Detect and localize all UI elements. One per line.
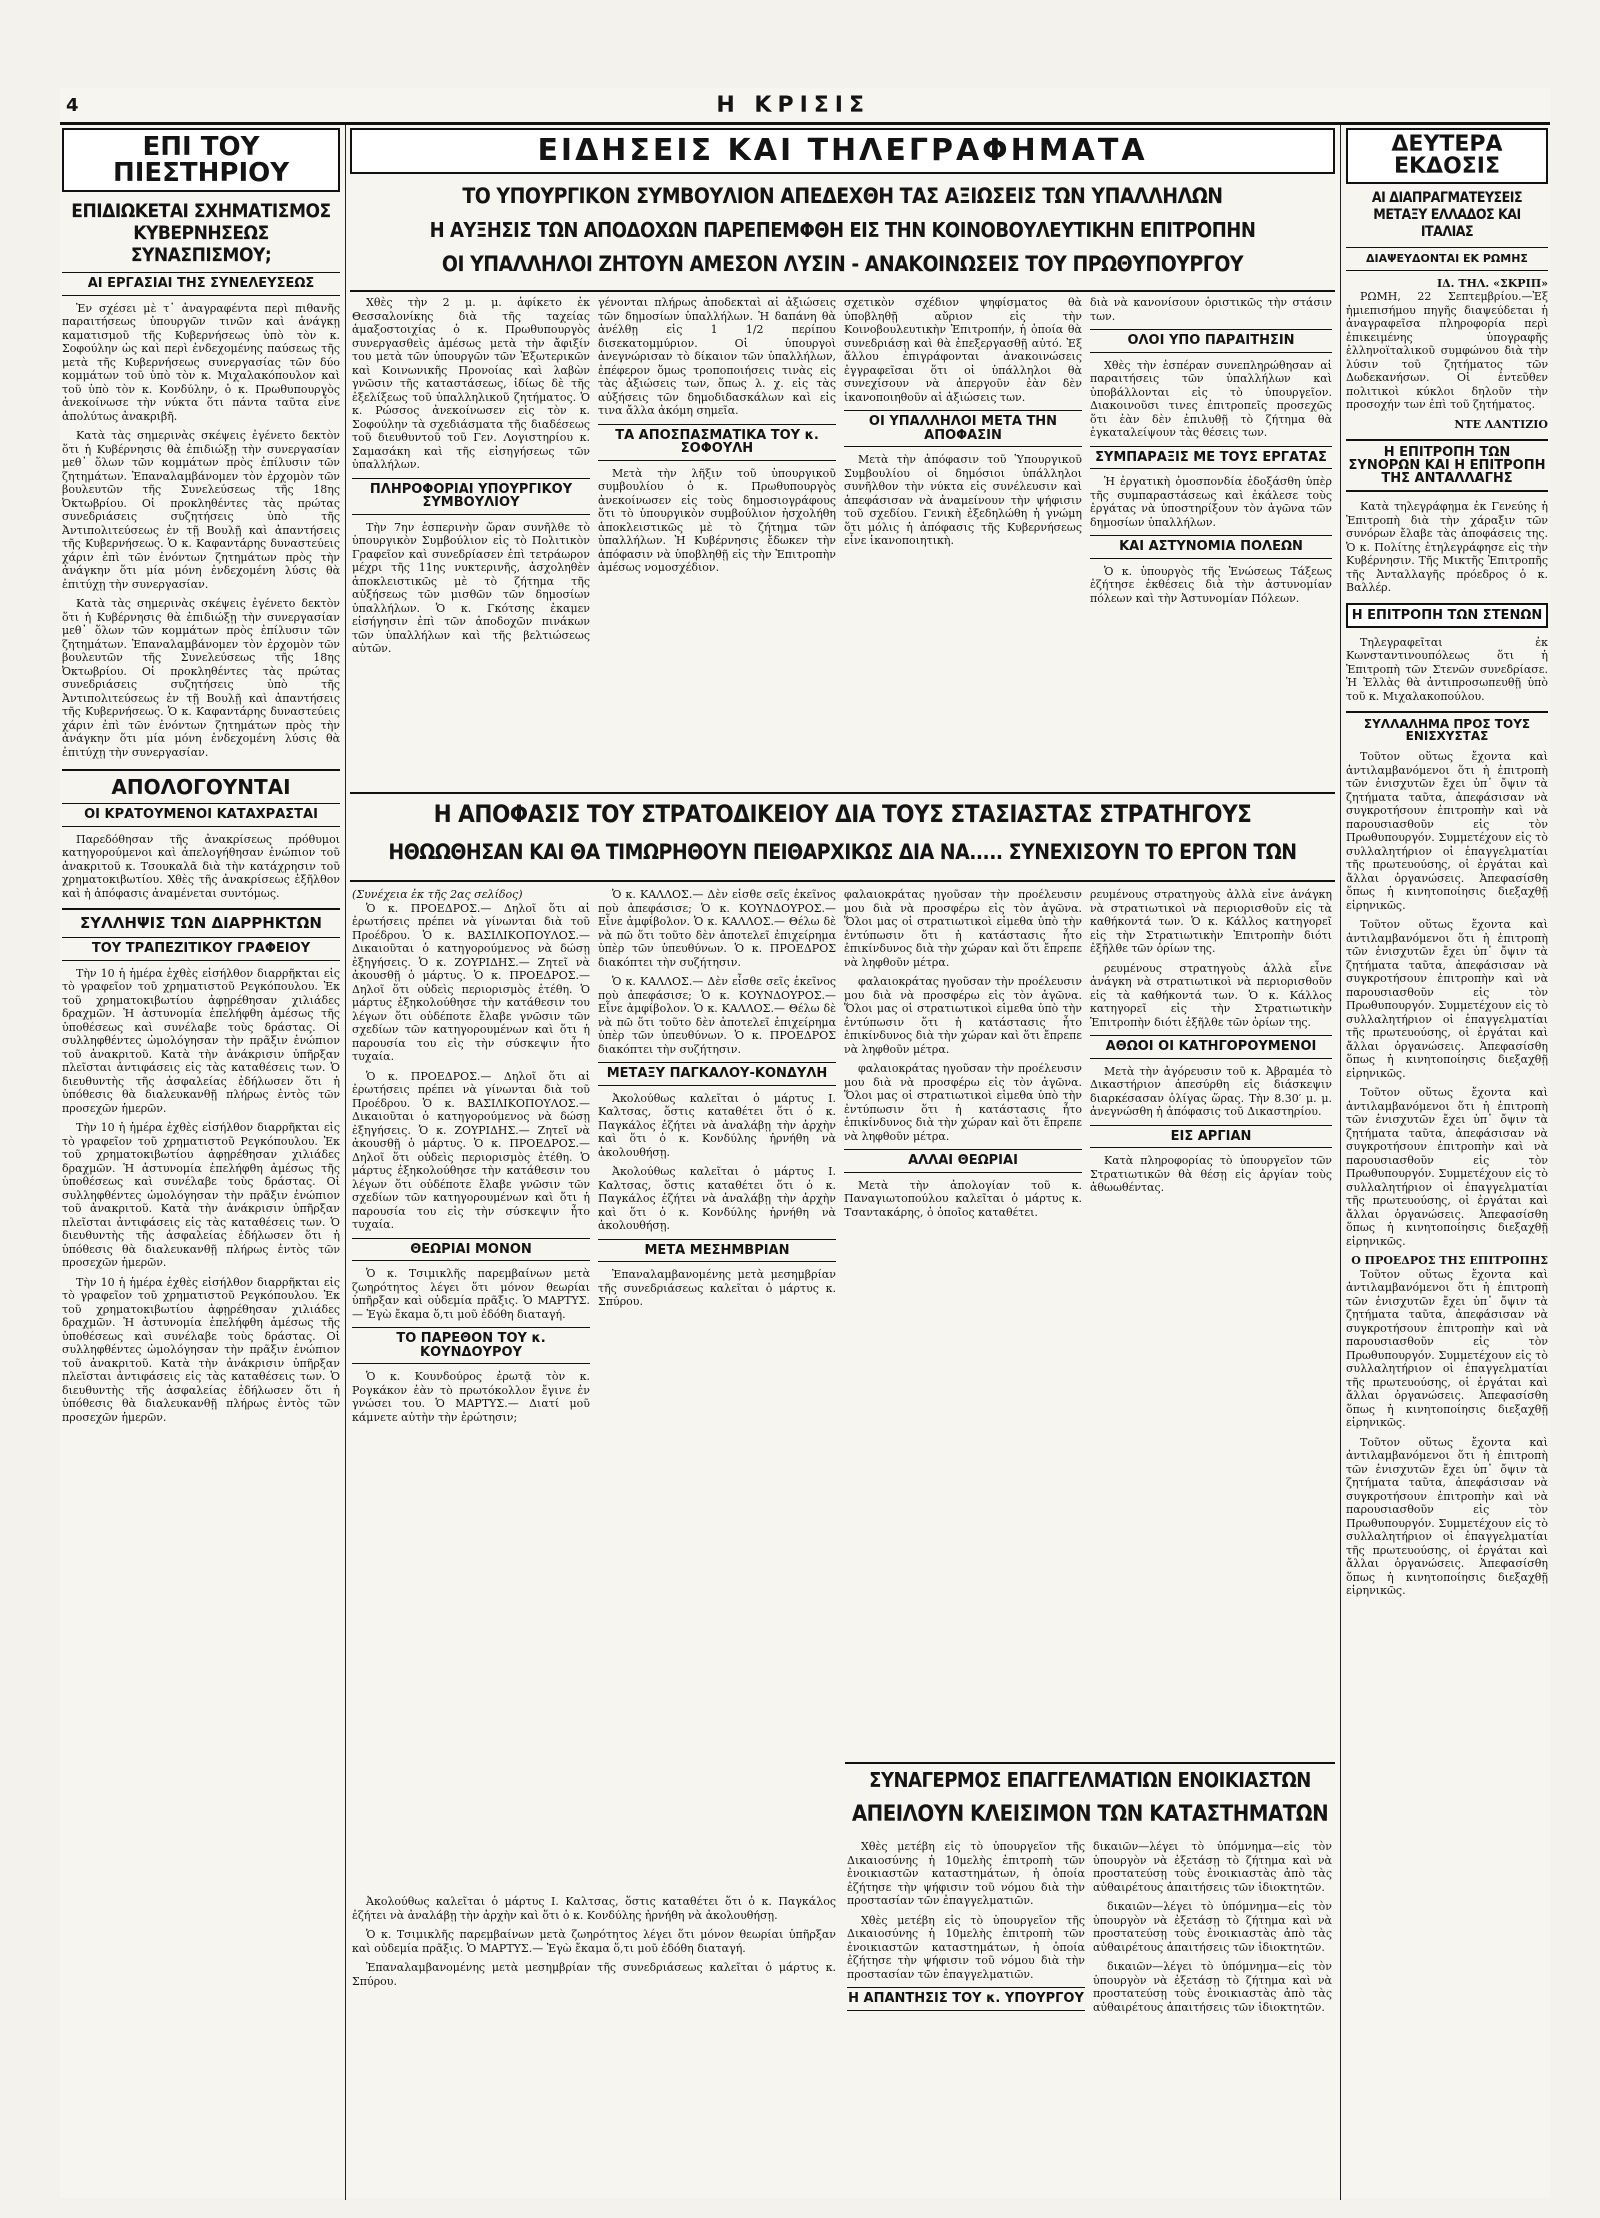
- right-title: ΑΙ ΔΙΑΠΡΑΓΜΑΤΕΥΣΕΙΣ ΜΕΤΑΞΥ ΕΛΛΑΔΟΣ ΚΑΙ ΙΤΑΛΙΑΣ: [1371, 190, 1523, 240]
- page-number: 4: [66, 94, 79, 116]
- column-divider: [345, 125, 346, 2200]
- left-title: ΕΠΙΔΙΩΚΕΤΑΙ ΣΧΗΜΑΤΙΣΜΟΣ ΚΥΒΕΡΝΗΣΕΩΣ ΣΥΝΑΣΠΙΣΜΟΥ;: [71, 200, 331, 266]
- trial-tail-body: Ἀκολούθως καλεῖται ὁ μάρτυς Ι. Καλτσας, ὅστις καταθέτει ὅτι ὁ κ. Παγκάλος ἐζήτει νὰ ἀναλάβῃ τὴν ἀρχὴν καὶ ὅτι ὁ κ. Κονδύλης ἠρνήθη νὰ ἀκολουθήσῃ.: [352, 1895, 836, 1922]
- trial-headline-2: ΗΘΩΩΘΗΣΑΝ ΚΑΙ ΘΑ ΤΙΜΩΡΗΘΟΥΝ ΠΕΙΘΑΡΧΙΚΩΣ ΔΙΑ ΝΑ..... ΣΥΝΕΧΙΣΟΥΝ ΤΟ ΕΡΓΟΝ ΤΩΝ: [388, 840, 1297, 864]
- trial-col-1-body-b: Ὁ κ. ΠΡΟΕΔΡΟΣ.— Δηλοῖ ὅτι αἱ ἐρωτήσεις πρέπει νὰ γίνωνται διὰ τοῦ Προέδρου. Ὁ κ. ΒΑΣΙΛΙΚΟΠΟΥΛΟΣ.— Δικαιοῦται ὁ κατηγορούμενος νὰ δώσῃ ἐξηγήσεις. Ὁ κ. ΖΟΥΡΙΔΗΣ.— Ζητεῖ νὰ ἀκουσθῇ ὁ μάρτυς. Ὁ κ. ΠΡΟΕΔΡΟΣ.— Δηλοῖ ὅτι οὐδεὶς περιορισμὸς ἐτέθη. Ὁ μάρτυς ἐξηκολούθησε τὴν κατάθεσιν του λέγων ὅτι οὐδέποτε ἔλαβε γνῶσιν τῶν σχεδίων τῶν κατηγορουμένων καὶ ὅτι ἡ παρουσία του εἰς τὴν σύσκεψιν ἦτο τυχαία.: [352, 1069, 590, 1231]
- trial-col-2-sub: ΜΕΤΑΞΥ ΠΑΓΚΑΛΟΥ-ΚΟΝΔΥΛΗ: [598, 1062, 836, 1086]
- center-banner: ΕΙΔΗΣΕΙΣ ΚΑΙ ΤΗΛΕΓΡΑΦΗΜΑΤΑ: [350, 128, 1335, 174]
- trial-tail-body-b: Ὁ κ. Τσιμικλῆς παρεμβαίνων μετὰ ζωηρότητος λέγει ὅτι μόνον θεωρίαι ὑπῆρξαν καὶ οὐδεμία πρᾶξις. Ὁ ΜΑΡΤΥΣ.— Ἐγὼ ἔκαμα ὅ,τι μοῦ ἐδόθη διαταγή.: [352, 1928, 836, 1955]
- upper-col-4-sub: ΟΛΟΙ ΥΠΟ ΠΑΡΑΙΤΗΣΙΝ: [1090, 329, 1332, 353]
- right-headline-4: ΣΥΛΛΑΛΗΜΑ ΠΡΟΣ ΤΟΥΣ ΕΝΙΣΧΥΣΤΑΣ: [1346, 711, 1548, 742]
- right-headline-3: Η ΕΠΙΤΡΟΠΗ ΤΩΝ ΣΤΕΝΩΝ: [1346, 603, 1548, 628]
- trial-col-1: [352, 888, 590, 1888]
- trial-col-3-sub: ΑΛΛΑΙ ΘΕΩΡΙΑΙ: [844, 1149, 1082, 1173]
- left-subtitle: ΑΙ ΕΡΓΑΣΙΑΙ ΤΗΣ ΣΥΝΕΛΕΥΣΕΩΣ: [62, 272, 340, 296]
- upper-col-4-sub-2: ΣΥΜΠΑΡΑΞΙΣ ΜΕ ΤΟΥΣ ΕΡΓΑΤΑΣ: [1090, 446, 1332, 470]
- upper-col-4-body: διὰ νὰ κανονίσουν ὁριστικῶς τὴν στάσιν των.: [1090, 296, 1332, 323]
- left-body-2b: Κατὰ τὰς σημερινὰς σκέψεις ἐγένετο δεκτὸν ὅτι ἡ Κυβέρνησις θὰ ἐπιδιώξῃ τὴν συνεργασίαν μεθ᾽ ὅλων τῶν κομμάτων πρὸς ἐπίλυσιν τῶν ζητημάτων. Ἐπαναλαμβάνομεν τὸν ἐρχομὸν τῶν βουλευτῶν τῆς Συνελεύσεως τῆς 18ης Ὀκτωβρίου. Οἱ προκληθέντες τὰς πρώτας συνεδριάσεις συζητήσεις ὑπὸ τῆς Ἀντιπολιτεύσεως ἐν τῇ Βουλῇ καὶ ἀπαντήσεις τῆς Κυβερνήσεως. Ὁ κ. Καφαντάρης δυναστεύεις χάριν ἐπὶ τῶν ἐνόντων ζητημάτων πρὸς τὴν ἀνάγκην ὅτι μία μόνη ἐνδεχομένη λύσις θὰ ἐπιτύχῃ τὴν συνεργασίαν.: [62, 597, 340, 759]
- trial-continuation: (Συνέχεια ἐκ τῆς 2ας σελίδος): [352, 888, 523, 901]
- trial-col-2-body-e: Ἐπαναλαμβανομένης μετὰ μεσημβρίαν τῆς συνεδριάσεως καλεῖται ὁ μάρτυς κ. Σπύρου.: [598, 1268, 836, 1308]
- tenants-col-1-body: Χθὲς μετέβη εἰς τὸ ὑπουργεῖον τῆς Δικαιοσύνης ἡ 10μελὴς ἐπιτροπὴ τῶν ἐνοικιαστῶν καταστημάτων, ἡ ὁποία ἐζήτησε τὴν ψήφισιν τοῦ νόμου διὰ τὴν προστασίαν τῶν ἐπαγγελματιῶν.: [847, 1840, 1085, 1907]
- upper-col-4-sub-3: ΚΑΙ ΑΣΤΥΝΟΜΙΑ ΠΟΛΕΩΝ: [1090, 535, 1332, 559]
- trial-tail-body-c: Ἐπαναλαμβανομένης μετὰ μεσημβρίαν τῆς συνεδριάσεως καλεῖται ὁ μάρτυς κ. Σπύρου.: [352, 1961, 836, 1988]
- trial-col-1-sub: ΘΕΩΡΙΑΙ ΜΟΝΟΝ: [352, 1238, 590, 1262]
- tenants-rule: [845, 1762, 1335, 1764]
- right-body-2: Κατὰ τηλεγράφημα ἐκ Γενεύης ἡ Ἐπιτροπὴ διὰ τὴν χάραξιν τῶν συνόρων ἔλαβε τὰς ἀποφάσεις της. Ὁ κ. Πολίτης ἐτηλεγράφησε εἰς τὴν Κυβέρνησιν. Τῆς Μικτῆς Ἐπιτροπῆς τῆς Ἀνταλλαγῆς πρόεδρος ὁ κ. Βαλλέρ.: [1346, 500, 1548, 594]
- tenants-col-2-body-c: δικαιῶν—λέγει τὸ ὑπόμνημα—εἰς τὸν ὑπουργὸν νὰ ἐξετάσῃ τὸ ζήτημα καὶ νὰ προστατεύσῃ τοὺς ἐνοικιαστὰς ἀπὸ τὰς αὐθαιρέτους ἀπαιτήσεις τῶν ἰδιοκτητῶν.: [1093, 1960, 1332, 2014]
- upper-col-3-body-b: Μετὰ τὴν ἀπόφασιν τοῦ Ὑπουργικοῦ Συμβουλίου οἱ δημόσιοι ὑπάλληλοι συνῆλθον τὴν νύκτα εἰς συνέλευσιν καὶ ἀπεφάσισαν νὰ ἀναμείνουν τὴν ψήφισιν τοῦ σχεδίου. Γενικὴ ἐξεδηλώθη ἡ γνώμη ὅτι μόλις ἡ ἀπόφασις τῆς Κυβερνήσεως εἶνε ἱκανοποιητικὴ.: [844, 453, 1082, 547]
- tenants-col-2-body: δικαιῶν—λέγει τὸ ὑπόμνημα—εἰς τὸν ὑπουργὸν νὰ ἐξετάσῃ τὸ ζήτημα καὶ νὰ προστατεύσῃ τοὺς ἐνοικιαστὰς ἀπὸ τὰς αὐθαιρέτους ἀπαιτήσεις τῶν ἰδιοκτητῶν.: [1093, 1840, 1332, 1894]
- right-body-4d: Τοῦτον οὕτως ἔχοντα καὶ ἀντιλαμβανόμενοι ὅτι ἡ ἐπιτροπὴ τῶν ἐνισχυτῶν ἔχει ὑπ᾽ ὄψιν τὰ ζητήματα ταῦτα, ἀπεφάσισαν νὰ συγκροτήσουν ἐπιτροπὴν καὶ νὰ παρουσιασθοῦν εἰς τὸν Πρωθυπουργόν. Συμμετέχουν εἰς τὸ συλλαλητήριον οἱ ἐπαγγελματίαι τῆς πρωτευούσης, οἱ ἐργάται καὶ ἄλλαι ὀργανώσεις. Ἀπεφασίσθη ὅπως ἡ κινητοποίησις διεξαχθῇ εἰρηνικῶς.: [1346, 1267, 1548, 1429]
- upper-col-1-body-b: Τὴν 7ην ἑσπερινὴν ὥραν συνῆλθε τὸ ὑπουργικὸν Συμβούλιον εἰς τὸ Πολιτικὸν Γραφεῖον καὶ συνεδρίασεν ἐπὶ τετράωρον μέχρι τῆς 11ης νυκτερινῆς, ἀσχοληθὲν ἀποκλειστικῶς μὲ τὸ ζήτημα τῆς αὐξήσεως τῶν μισθῶν τῶν δημοσίων ὑπαλλήλων. Ὁ κ. Γκότσης ἐκαμεν εἰσήγησιν ἐπὶ τῶν ἀποδοχῶν πινάκων τῶν ὑπαλλήλων καὶ τῆς βελτιώσεως αὐτῶν.: [352, 520, 590, 655]
- right-subtitle: ΔΙΑΨΕΥΔΟΝΤΑΙ ΕΚ ΡΩΜΗΣ: [1346, 247, 1548, 271]
- trial-col-2-sub-2: ΜΕΤΑ ΜΕΣΗΜΒΡΙΑΝ: [598, 1239, 836, 1263]
- trial-col-4-body-d: Κατὰ πληροφορίας τὸ ὑπουργεῖον τῶν Στρατιωτικῶν θὰ θέσῃ εἰς ἀργίαν τοὺς ἀθωωθέντας.: [1090, 1154, 1332, 1194]
- center-headline-2: Η ΑΥΞΗΣΙΣ ΤΩΝ ΑΠΟΔΟΧΩΝ ΠΑΡΕΠΕΜΦΘΗ ΕΙΣ ΤΗΝ ΚΟΙΝΟΒΟΥΛΕΥΤΙΚΗΝ ΕΠΙΤΡΟΠΗΝ: [429, 218, 1256, 242]
- paper-name: Η ΚΡΙΣΙΣ: [716, 92, 870, 118]
- right-kicker: ΔΕΥΤΕΡΑ ΕΚΔΟΣΙΣ: [1346, 128, 1548, 184]
- right-source: ΙΔ. ΤΗΛ. «ΣΚΡΙΠ»: [1436, 276, 1548, 290]
- upper-col-2-sub: ΤΑ ΑΠΟΣΠΑΣΜΑΤΙΚΑ ΤΟΥ κ. ΣΟΦΟΥΛΗ: [598, 424, 836, 461]
- upper-col-4-body-d: Ὁ κ. ὑπουργὸς τῆς Ἐνώσεως Τάξεως ἐζήτησε ἐκθέσεις διὰ τὴν ἀστυνομίαν πόλεων καὶ τὴν Ἀστυνομίαν Πόλεων.: [1090, 564, 1332, 605]
- right-body-4e: Τοῦτον οὕτως ἔχοντα καὶ ἀντιλαμβανόμενοι ὅτι ἡ ἐπιτροπὴ τῶν ἐνισχυτῶν ἔχει ὑπ᾽ ὄψιν τὰ ζητήματα ταῦτα, ἀπεφάσισαν νὰ συγκροτήσουν ἐπιτροπὴν καὶ νὰ παρουσιασθοῦν εἰς τὸν Πρωθυπουργόν. Συμμετέχουν εἰς τὸ συλλαλητήριον οἱ ἐπαγγελματίαι τῆς πρωτευούσης, οἱ ἐργάται καὶ ἄλλαι ὀργανώσεις. Ἀπεφασίσθη ὅπως ἡ κινητοποίησις διεξαχθῇ εἰρηνικῶς.: [1346, 1435, 1548, 1597]
- upper-col-4-body-c: Ἡ ἐργατικὴ ὁμοσπονδία ἐδοξάσθη ὑπὲρ τῆς συμπαραστάσεως καὶ ἐκάλεσε τοὺς ἐργάτας νὰ ὑποστηρίξουν τὸν ἀγῶνα τῶν δημοσίων ὑπαλλήλων.: [1090, 475, 1332, 529]
- trial-col-1-sub-2: ΤΟ ΠΑΡΕΘΟΝ ΤΟΥ κ. ΚΟΥΝΔΟΥΡΟΥ: [352, 1327, 590, 1364]
- trial-col-4-body: ρευμένους στρατηγοὺς ἀλλὰ εἶνε ἀνάγκη νὰ στρατιωτικοὶ νὰ περιορισθοῦν εἰς τὰ καθήκοντά των. Ὁ κ. Κάλλος κατηγορεῖ εἰς τὴν Στρατιωτικὴν Ἐπιτροπὴν διότι ἐξῆλθε τῶν ὁρίων της.: [1090, 888, 1332, 955]
- right-signature-2: Ο ΠΡΟΕΔΡΟΣ ΤΗΣ ΕΠΙΤΡΟΠΗΣ: [1351, 1254, 1548, 1267]
- tenants-headlines: [845, 1768, 1335, 1827]
- left-box2-body-c: Τὴν 10 ἡ ἡμέρα ἐχθὲς εἰσήλθον διαρρῆκται εἰς τὸ γραφεῖον τοῦ χρηματιστοῦ Ρεγκόπουλου. Ἐκ τοῦ χρηματοκιβωτίου ἀφῃρέθησαν χιλιάδες δραχμῶν. Ἡ ἀστυνομία ἐπελήφθη ἀμέσως τῆς ὑποθέσεως καὶ συνέλαβε τοὺς δράστας. Οἱ συλληφθέντες ὡμολόγησαν τὴν πρᾶξιν ἐνώπιον τοῦ ἀνακριτοῦ. Κατὰ τὴν ἀνάκρισιν ὑπῆρξαν πλεῖσται ἀντιφάσεις εἰς τὰς καταθέσεις των. Ὁ διευθυντὴς τῆς ἀσφαλείας ἐδήλωσεν ὅτι ἡ ὑπόθεσις θὰ διαλευκανθῇ πλήρως ἐντὸς τῶν προσεχῶν ἡμερῶν.: [62, 1275, 340, 1424]
- upper-col-1-body: Χθὲς τὴν 2 μ. μ. ἀφίκετο ἐκ Θεσσαλονίκης διὰ τῆς ταχείας ἁμαξοστοιχίας ὁ κ. Πρωθυπουργὸς συνεργασθεὶς ἀμέσως μετὰ τὴν ἄφιξίν του μετὰ τῶν ὑπουργῶν τῶν Ἐξωτερικῶν καὶ Κοινωνικῆς Προνοίας καὶ λαβὼν γνῶσιν τῆς καταστάσεως, ἰδίως δὲ τῆς ἐξελίξεως τοῦ ὑπαλληλικοῦ ζητήματος. Ὁ κ. Ρώσσος ἀνεκοίνωσεν εἰς τὸν κ. Σοφούλην τὰ σχεδιάσματα τῆς διαδέσεως τοῦ διευθυντοῦ τοῦ Γεν. Λογιστηρίου κ. Σαμασάκη καὶ τῆς εἰσηγήσεως τῶν ὑπαλλήλων.: [352, 296, 590, 471]
- trial-col-1-body: Ὁ κ. ΠΡΟΕΔΡΟΣ.— Δηλοῖ ὅτι αἱ ἐρωτήσεις πρέπει νὰ γίνωνται διὰ τοῦ Προέδρου. Ὁ κ. ΒΑΣΙΛΙΚΟΠΟΥΛΟΣ.— Δικαιοῦται ὁ κατηγορούμενος νὰ δώσῃ ἐξηγήσεις. Ὁ κ. ΖΟΥΡΙΔΗΣ.— Ζητεῖ νὰ ἀκουσθῇ ὁ μάρτυς. Ὁ κ. ΠΡΟΕΔΡΟΣ.— Δηλοῖ ὅτι οὐδεὶς περιορισμὸς ἐτέθη. Ὁ μάρτυς ἐξηκολούθησε τὴν κατάθεσιν του λέγων ὅτι οὐδέποτε ἔλαβε γνῶσιν τῶν σχεδίων τῶν κατηγορουμένων καὶ ὅτι ἡ παρουσία του εἰς τὴν σύσκεψιν ἦτο τυχαία.: [352, 901, 590, 1063]
- trial-col-3-body: φαλαιοκράτας ηγοῦσαν τὴν προέλευσιν μου διὰ νὰ προσφέρω εἰς τὸν ἀγῶνα. Ὅλοι μας οἱ στρατιωτικοὶ εἰμεθα ὑπὸ τὴν ἐντύπωσιν ὅτι ἡ κατάστασις ἦτο ἐπικίνδυνος διὰ τὴν χώραν καὶ ὅτι ἔπρεπε νὰ ληφθοῦν μέτρα.: [844, 888, 1082, 969]
- center-headline-3: ΟΙ ΥΠΑΛΛΗΛΟΙ ΖΗΤΟΥΝ ΑΜΕΣΟΝ ΛΥΣΙΝ - ΑΝΑΚΟΙΝΩΣΕΙΣ ΤΟΥ ΠΡΩΘΥΠΟΥΡΓΟΥ: [441, 252, 1244, 276]
- trial-col-2-body: Ὁ κ. ΚΑΛΛΟΣ.— Δὲν εἶσθε σεῖς ἐκεῖνος ποὺ ἀπεφάσισε; Ὁ κ. ΚΟΥΝΔΟΥΡΟΣ.— Εἶνε ἀμφίβολον. Ὁ κ. ΚΑΛΛΟΣ.— Θέλω δὲ νὰ πῶ ὅτι τοῦτο δὲν ἀποτελεῖ ἐπιχείρημα ὑπὲρ τῶν ὑπευθύνων. Ὁ κ. ΠΡΟΕΔΡΟΣ διακόπτει τὴν συζήτησιν.: [598, 888, 836, 969]
- upper-col-3: [844, 296, 1082, 786]
- upper-col-3-body: σχετικὸν σχέδιον ψηφίσματος θὰ ὑποβληθῇ αὔριον εἰς τὴν Κοινοβουλευτικὴν Ἐπιτροπήν, ἡ ὁποία θὰ συνεδριάσῃ καὶ θὰ ἐπεξεργασθῇ αὐτό. Ἐξ ἄλλου ἐπιγράφονται ἀνακοινώσεις ἐγγραφεῖσαι ὅτι οἱ ὑπάλληλοι θὰ συνεχίσουν νὰ ἀπεργοῦν ἐὰν δὲν ἱκανοποιηθοῦν αἱ ἀξιώσεις των.: [844, 296, 1082, 404]
- tenants-col-2-body-b: δικαιῶν—λέγει τὸ ὑπόμνημα—εἰς τὸν ὑπουργὸν νὰ ἐξετάσῃ τὸ ζήτημα καὶ νὰ προστατεύσῃ τοὺς ἐνοικιαστὰς ἀπὸ τὰς αὐθαιρέτους ἀπαιτήσεις τῶν ἰδιοκτητῶν.: [1093, 1900, 1332, 1954]
- tenants-col-2: [1093, 1840, 1332, 2195]
- tenants-headline-2: ΑΠΕΙΛΟΥΝ ΚΛΕΙΣΙΜΟΝ ΤΩΝ ΚΑΤΑΣΤΗΜΑΤΩΝ: [851, 1802, 1329, 1827]
- upper-col-1: [352, 296, 590, 786]
- right-body-4: Τοῦτον οὕτως ἔχοντα καὶ ἀντιλαμβανόμενοι ὅτι ἡ ἐπιτροπὴ τῶν ἐνισχυτῶν ἔχει ὑπ᾽ ὄψιν τὰ ζητήματα ταῦτα, ἀπεφάσισαν νὰ συγκροτήσουν ἐπιτροπὴν καὶ νὰ παρουσιασθοῦν εἰς τὸν Πρωθυπουργόν. Συμμετέχουν εἰς τὸ συλλαλητήριον οἱ ἐπαγγελματίαι τῆς πρωτευούσης, οἱ ἐργάται καὶ ἄλλαι ὀργανώσεις. Ἀπεφασίσθη ὅπως ἡ κινητοποίησις διεξαχθῇ εἰρηνικῶς.: [1346, 750, 1548, 912]
- tenants-col-1: [847, 1840, 1085, 2195]
- left-box2-sub: ΤΟΥ ΤΡΑΠΕΖΙΤΙΚΟΥ ΓΡΑΦΕΙΟΥ: [62, 937, 340, 961]
- trial-rule-2: [350, 880, 1335, 882]
- masthead: [60, 88, 1550, 125]
- headline-rule: [350, 290, 1335, 292]
- right-body-3: Τηλεγραφεῖται ἐκ Κωνσταντινουπόλεως ὅτι ἡ Ἐπιτροπὴ τῶν Στενῶν συνεδρίασε. Ἡ Ἑλλὰς θὰ ἀντιπροσωπευθῇ ὑπὸ τοῦ κ. Μιχαλακοπούλου.: [1346, 635, 1548, 703]
- center-headline-1: ΤΟ ΥΠΟΥΡΓΙΚΟΝ ΣΥΜΒΟΥΛΙΟΝ ΑΠΕΔΕΧΘΗ ΤΑΣ ΑΞΙΩΣΕΙΣ ΤΩΝ ΥΠΑΛΛΗΛΩΝ: [462, 184, 1223, 208]
- column-divider: [1340, 125, 1341, 2200]
- trial-col-3-body-b: φαλαιοκράτας ηγοῦσαν τὴν προέλευσιν μου διὰ νὰ προσφέρω εἰς τὸν ἀγῶνα. Ὅλοι μας οἱ στρατιωτικοὶ εἰμεθα ὑπὸ τὴν ἐντύπωσιν ὅτι ἡ κατάστασις ἦτο ἐπικίνδυνος διὰ τὴν χώραν καὶ ὅτι ἔπρεπε νὰ ληφθοῦν μέτρα.: [844, 975, 1082, 1056]
- left-box2-body: Τὴν 10 ἡ ἡμέρα ἐχθὲς εἰσήλθον διαρρῆκται εἰς τὸ γραφεῖον τοῦ χρηματιστοῦ Ρεγκόπουλου. Ἐκ τοῦ χρηματοκιβωτίου ἀφῃρέθησαν χιλιάδες δραχμῶν. Ἡ ἀστυνομία ἐπελήφθη ἀμέσως τῆς ὑποθέσεως καὶ συνέλαβε τοὺς δράστας. Οἱ συλληφθέντες ὡμολόγησαν τὴν πρᾶξιν ἐνώπιον τοῦ ἀνακριτοῦ. Κατὰ τὴν ἀνάκρισιν ὑπῆρξαν πλεῖσται ἀντιφάσεις εἰς τὰς καταθέσεις των. Ὁ διευθυντὴς τῆς ἀσφαλείας ἐδήλωσεν ὅτι ἡ ὑπόθεσις θὰ διαλευκανθῇ πλήρως ἐντὸς τῶν προσεχῶν ἡμερῶν.: [62, 966, 340, 1115]
- trial-col-2-body-d: Ἀκολούθως καλεῖται ὁ μάρτυς Ι. Καλτσας, ὅστις καταθέτει ὅτι ὁ κ. Παγκάλος ἐζήτει νὰ ἀναλάβῃ τὴν ἀρχὴν καὶ ὅτι ὁ κ. Κονδύλης ἠρνήθη νὰ ἀκολουθήσῃ.: [598, 1165, 836, 1232]
- upper-col-2-body: γένονται πλήρως ἀποδεκταὶ αἱ ἀξιώσεις τῶν δημοσίων ὑπαλλήλων. Ἡ δαπάνη θὰ ἀνέλθῃ εἰς 1 1/2 περίπου δισεκατομμύριον. Οἱ ὑπουργοὶ ἀνεγνώρισαν τὸ δίκαιον τῶν ὑπαλλήλων, ἐπέφερον ὅμως τροποποιήσεις τινὰς εἰς τὰς ἀξιώσεις των, ὅπως λ. χ. εἰς τὰς αὐξήσεις τῶν δημοδιδασκάλων καὶ εἰς τινα ἄλλα ἀκόμη σημεῖα.: [598, 296, 836, 417]
- center-headlines: [350, 128, 1335, 276]
- upper-col-2: [598, 296, 836, 786]
- trial-col-3-body-c: φαλαιοκράτας ηγοῦσαν τὴν προέλευσιν μου διὰ νὰ προσφέρω εἰς τὸν ἀγῶνα. Ὅλοι μας οἱ στρατιωτικοὶ εἰμεθα ὑπὸ τὴν ἐντύπωσιν ὅτι ἡ κατάστασις ἦτο ἐπικίνδυνος διὰ τὴν χώραν καὶ ὅτι ἔπρεπε νὰ ληφθοῦν μέτρα.: [844, 1062, 1082, 1143]
- trial-col-4-body-c: Μετὰ τὴν ἀγόρευσιν τοῦ κ. Ἀβραμέα τὸ Δικαστήριον ἀπεσύρθη εἰς διάσκεψιν διαρκέσασαν ὀλίγας ὥρας. Τὴν 8.30′ μ. μ. ἀνεγνώσθη ἡ ἀπόφασις τοῦ Δικαστηρίου.: [1090, 1064, 1332, 1118]
- upper-col-2-body-b: Μετὰ τὴν λῆξιν τοῦ ὑπουργικοῦ συμβουλίου ὁ κ. Πρωθυπουργὸς ἀνεκοίνωσεν εἰς τοὺς δημοσιογράφους ὅτι τὸ ὑπουργικὸν συμβούλιον ἠσχολήθη ἀποκλειστικῶς μὲ τὸ ζήτημα τῶν ὑπαλλήλων. Ἡ Κυβέρνησις ἔδωκεν τὴν ἀπόφασιν νὰ ὑποβληθῇ εἰς τὴν Ἐπιτροπὴν ἀμέσως νομοσχέδιον.: [598, 466, 836, 574]
- right-headline-2: Η ΕΠΙΤΡΟΠΗ ΤΩΝ ΣΥΝΟΡΩΝ ΚΑΙ Η ΕΠΙΤΡΟΠΗ ΤΗΣ ΑΝΤΑΛΛΑΓΗΣ: [1346, 439, 1548, 492]
- left-box-sub: ΟΙ ΚΡΑΤΟΥΜΕΝΟΙ ΚΑΤΑΧΡΑΣΤΑΙ: [62, 803, 340, 827]
- right-signature: ΝΤΕ ΛΑΝΤΙΖΙΟ: [1454, 417, 1548, 431]
- left-column: [62, 128, 340, 2198]
- left-kicker: ΕΠΙ ΤΟΥ ΠΙΕΣΤΗΡΙΟΥ: [62, 128, 340, 192]
- trial-col-4-body-b: ρευμένους στρατηγοὺς ἀλλὰ εἶνε ἀνάγκη νὰ στρατιωτικοὶ νὰ περιορισθοῦν εἰς τὰ καθήκοντά των. Ὁ κ. Κάλλος κατηγορεῖ εἰς τὴν Στρατιωτικὴν Ἐπιτροπὴν διότι ἐξῆλθε τῶν ὁρίων της.: [1090, 961, 1332, 1029]
- left-box-body: Παρεδόθησαν τῆς ἀνακρίσεως πρόθυμοι κατηγορούμενοι καὶ ἀπελογήθησαν ἐνώπιον τοῦ ἀνακριτοῦ κ. Τσουκαλᾶ διὰ τὴν κατάχρησιν τοῦ χρηματοκιβωτίου. Χθὲς τῆς ἀνακρίσεως ἐξῆλθον καὶ ἡ ἀπόφασις ἀναμένεται συντόμως.: [62, 832, 340, 900]
- left-body-2: Κατὰ τὰς σημερινὰς σκέψεις ἐγένετο δεκτὸν ὅτι ἡ Κυβέρνησις θὰ ἐπιδιώξῃ τὴν συνεργασίαν μεθ᾽ ὅλων τῶν κομμάτων πρὸς ἐπίλυσιν τῶν ζητημάτων. Ἐπαναλαμβάνομεν τὸν ἐρχομὸν τῶν βουλευτῶν τῆς Συνελεύσεως τῆς 18ης Ὀκτωβρίου. Οἱ προκληθέντες τὰς πρώτας συνεδριάσεις συζητήσεις ὑπὸ τῆς Ἀντιπολιτεύσεως ἐν τῇ Βουλῇ καὶ ἀπαντήσεις τῆς Κυβερνήσεως. Ὁ κ. Καφαντάρης δυναστεύεις χάριν ἐπὶ τῶν ἐνόντων ζητημάτων πρὸς τὴν ἀνάγκην ὅτι μία μόνη ἐνδεχομένη λύσις θὰ ἐπιτύχῃ τὴν συνεργασίαν.: [62, 429, 340, 591]
- left-body: Ἐν σχέσει μὲ τ᾽ ἀναγραφέντα περὶ πιθανῆς παραιτήσεως ὑπουργῶν τινῶν καὶ ἀνάγκῃ καματισμοῦ τῆς Κυβερνήσεως ὑπὸ τὸν κ. Σοφούλην ὡς καὶ περὶ ἐνδεχομένης παύσεως τῆς μετὰ τῆς Κυβερνήσεως συνεργασίας τῶν δύο κομμάτων τοῦ ὑπὸ τὸν κ. Μιχαλακόπουλον καὶ τοῦ ὑπὸ τὸν κ. Κονδύλην, ὁ κ. Πρωθυπουργὸς ἀνεκοίνωσε τὴν νύκτα ὅτι πάντα ταῦτα εἶνε ἀπολύτως ἀνακριβῆ.: [62, 301, 340, 423]
- trial-tail: [352, 1895, 836, 2195]
- trial-headline-1: Η ΑΠΟΦΑΣΙΣ ΤΟΥ ΣΤΡΑΤΟΔΙΚΕΙΟΥ ΔΙΑ ΤΟΥΣ ΣΤΑΣΙΑΣΤΑΣ ΣΤΡΑΤΗΓΟΥΣ: [433, 800, 1252, 828]
- trial-col-2: [598, 888, 836, 1888]
- trial-headlines: [350, 800, 1335, 864]
- tenants-col-1-body-b: Χθὲς μετέβη εἰς τὸ ὑπουργεῖον τῆς Δικαιοσύνης ἡ 10μελὴς ἐπιτροπὴ τῶν ἐνοικιαστῶν καταστημάτων, ἡ ὁποία ἐζήτησε τὴν ψήφισιν τοῦ νόμου διὰ τὴν προστασίαν τῶν ἐπαγγελματιῶν.: [847, 1913, 1085, 1981]
- trial-col-4: [1090, 888, 1332, 1758]
- trial-col-4-sub: ΑΘΩΟΙ ΟΙ ΚΑΤΗΓΟΡΟΥΜΕΝΟΙ: [1090, 1035, 1332, 1059]
- trial-col-2-body-b: Ὁ κ. ΚΑΛΛΟΣ.— Δὲν εἶσθε σεῖς ἐκεῖνος ποὺ ἀπεφάσισε; Ὁ κ. ΚΟΥΝΔΟΥΡΟΣ.— Εἶνε ἀμφίβολον. Ὁ κ. ΚΑΛΛΟΣ.— Θέλω δὲ νὰ πῶ ὅτι τοῦτο δὲν ἀποτελεῖ ἐπιχείρημα ὑπὲρ τῶν ὑπευθύνων. Ὁ κ. ΠΡΟΕΔΡΟΣ διακόπτει τὴν συζήτησιν.: [598, 975, 836, 1056]
- trial-col-4-sub-2: ΕΙΣ ΑΡΓΙΑΝ: [1090, 1125, 1332, 1149]
- trial-col-3-body-d: Μετὰ τὴν ἀπολογίαν τοῦ κ. Παναγιωτοπούλου καλεῖται ὁ μάρτυς κ. Τσαντακάρης, ὁ ὁποῖος καταθέτει.: [844, 1178, 1082, 1219]
- right-body: ΡΩΜΗ, 22 Σεπτεμβρίου.—Ἐξ ἡμιεπισήμου πηγῆς διαψεύδεται ἡ ἀναγραφεῖσα πληροφορία περὶ ἐπικειμένης ὑπογραφῆς ἑλληνοϊταλικοῦ συμφώνου διὰ τὴν λύσιν τοῦ ζητήματος τῶν Δωδεκανήσων. Οἱ ἐντεῦθεν πολιτικοὶ κύκλοι δηλοῦν τὴν προσοχήν των ἐπὶ τοῦ ζητήματος.: [1346, 290, 1548, 411]
- tenants-headline-1: ΣΥΝΑΓΕΡΜΟΣ ΕΠΑΓΓΕΛΜΑΤΙΩΝ ΕΝΟΙΚΙΑΣΤΩΝ: [869, 1768, 1311, 1792]
- right-body-4b: Τοῦτον οὕτως ἔχοντα καὶ ἀντιλαμβανόμενοι ὅτι ἡ ἐπιτροπὴ τῶν ἐνισχυτῶν ἔχει ὑπ᾽ ὄψιν τὰ ζητήματα ταῦτα, ἀπεφάσισαν νὰ συγκροτήσουν ἐπιτροπὴν καὶ νὰ παρουσιασθοῦν εἰς τὸν Πρωθυπουργόν. Συμμετέχουν εἰς τὸ συλλαλητήριον οἱ ἐπαγγελματίαι τῆς πρωτευούσης, οἱ ἐργάται καὶ ἄλλαι ὀργανώσεις. Ἀπεφασίσθη ὅπως ἡ κινητοποίησις διεξαχθῇ εἰρηνικῶς.: [1346, 918, 1548, 1080]
- upper-col-4: [1090, 296, 1332, 786]
- tenants-sub: Η ΑΠΑΝΤΗΣΙΣ ΤΟΥ κ. ΥΠΟΥΡΓΟΥ: [847, 1987, 1085, 2011]
- right-body-4c: Τοῦτον οὕτως ἔχοντα καὶ ἀντιλαμβανόμενοι ὅτι ἡ ἐπιτροπὴ τῶν ἐνισχυτῶν ἔχει ὑπ᾽ ὄψιν τὰ ζητήματα ταῦτα, ἀπεφάσισαν νὰ συγκροτήσουν ἐπιτροπὴν καὶ νὰ παρουσιασθοῦν εἰς τὸν Πρωθυπουργόν. Συμμετέχουν εἰς τὸ συλλαλητήριον οἱ ἐπαγγελματίαι τῆς πρωτευούσης, οἱ ἐργάται καὶ ἄλλαι ὀργανώσεις. Ἀπεφασίσθη ὅπως ἡ κινητοποίησις διεξαχθῇ εἰρηνικῶς.: [1346, 1086, 1548, 1248]
- trial-rule: [350, 792, 1335, 794]
- trial-col-1-body-c: Ὁ κ. Τσιμικλῆς παρεμβαίνων μετὰ ζωηρότητος λέγει ὅτι μόνον θεωρίαι ὑπῆρξαν καὶ οὐδεμία πρᾶξις. Ὁ ΜΑΡΤΥΣ.— Ἐγὼ ἔκαμα ὅ,τι μοῦ ἐδόθη διαταγή.: [352, 1267, 590, 1321]
- left-box-title: ΑΠΟΛΟΓΟΥΝΤΑΙ: [62, 769, 340, 797]
- upper-col-1-sub: ΠΛΗΡΟΦΟΡΙΑΙ ΥΠΟΥΡΓΙΚΟΥ ΣΥΜΒΟΥΛΙΟΥ: [352, 478, 590, 515]
- left-box2-title: ΣΥΛΛΗΨΙΣ ΤΩΝ ΔΙΑΡΡΗΚΤΩΝ: [62, 908, 340, 931]
- right-column: [1346, 128, 1548, 2198]
- trial-col-2-body-c: Ἀκολούθως καλεῖται ὁ μάρτυς Ι. Καλτσας, ὅστις καταθέτει ὅτι ὁ κ. Παγκάλος ἐζήτει νὰ ἀναλάβῃ τὴν ἀρχὴν καὶ ὅτι ὁ κ. Κονδύλης ἠρνήθη νὰ ἀκολουθήσῃ.: [598, 1091, 836, 1159]
- left-box2-body-b: Τὴν 10 ἡ ἡμέρα ἐχθὲς εἰσήλθον διαρρῆκται εἰς τὸ γραφεῖον τοῦ χρηματιστοῦ Ρεγκόπουλου. Ἐκ τοῦ χρηματοκιβωτίου ἀφῃρέθησαν χιλιάδες δραχμῶν. Ἡ ἀστυνομία ἐπελήφθη ἀμέσως τῆς ὑποθέσεως καὶ συνέλαβε τοὺς δράστας. Οἱ συλληφθέντες ὡμολόγησαν τὴν πρᾶξιν ἐνώπιον τοῦ ἀνακριτοῦ. Κατὰ τὴν ἀνάκρισιν ὑπῆρξαν πλεῖσται ἀντιφάσεις εἰς τὰς καταθέσεις των. Ὁ διευθυντὴς τῆς ἀσφαλείας ἐδήλωσεν ὅτι ἡ ὑπόθεσις θὰ διαλευκανθῇ πλήρως ἐντὸς τῶν προσεχῶν ἡμερῶν.: [62, 1121, 340, 1269]
- upper-col-3-sub: ΟΙ ΥΠΑΛΛΗΛΟΙ ΜΕΤΑ ΤΗΝ ΑΠΟΦΑΣΙΝ: [844, 410, 1082, 447]
- upper-col-4-body-b: Χθὲς τὴν ἑσπέραν συνεπληρώθησαν αἱ παραιτήσεις τῶν ὑπαλλήλων καὶ ὑποβάλλονται εἰς τὸ ὑπουργεῖον. Διακοινοῦσι τινες ἐπιτροπεῖς προσεχῶς ὅτι ἐὰν δὲν ἐπιλυθῇ τὸ ζήτημα θὰ ἐγκαταλείψουν τὰς θέσεις των.: [1090, 358, 1332, 439]
- trial-col-1-body-d: Ὁ κ. Κουνδούρος ἐρωτᾷ τὸν κ. Ρογκάκον ἐὰν τὸ πρωτόκολλον ἔγινε ἐν γνώσει του. Ὁ ΜΑΡΤΥΣ.— Διατί μοῦ κάμνετε αὐτὴν τὴν ἐρώτησιν;: [352, 1370, 590, 1424]
- trial-col-3: [844, 888, 1082, 1758]
